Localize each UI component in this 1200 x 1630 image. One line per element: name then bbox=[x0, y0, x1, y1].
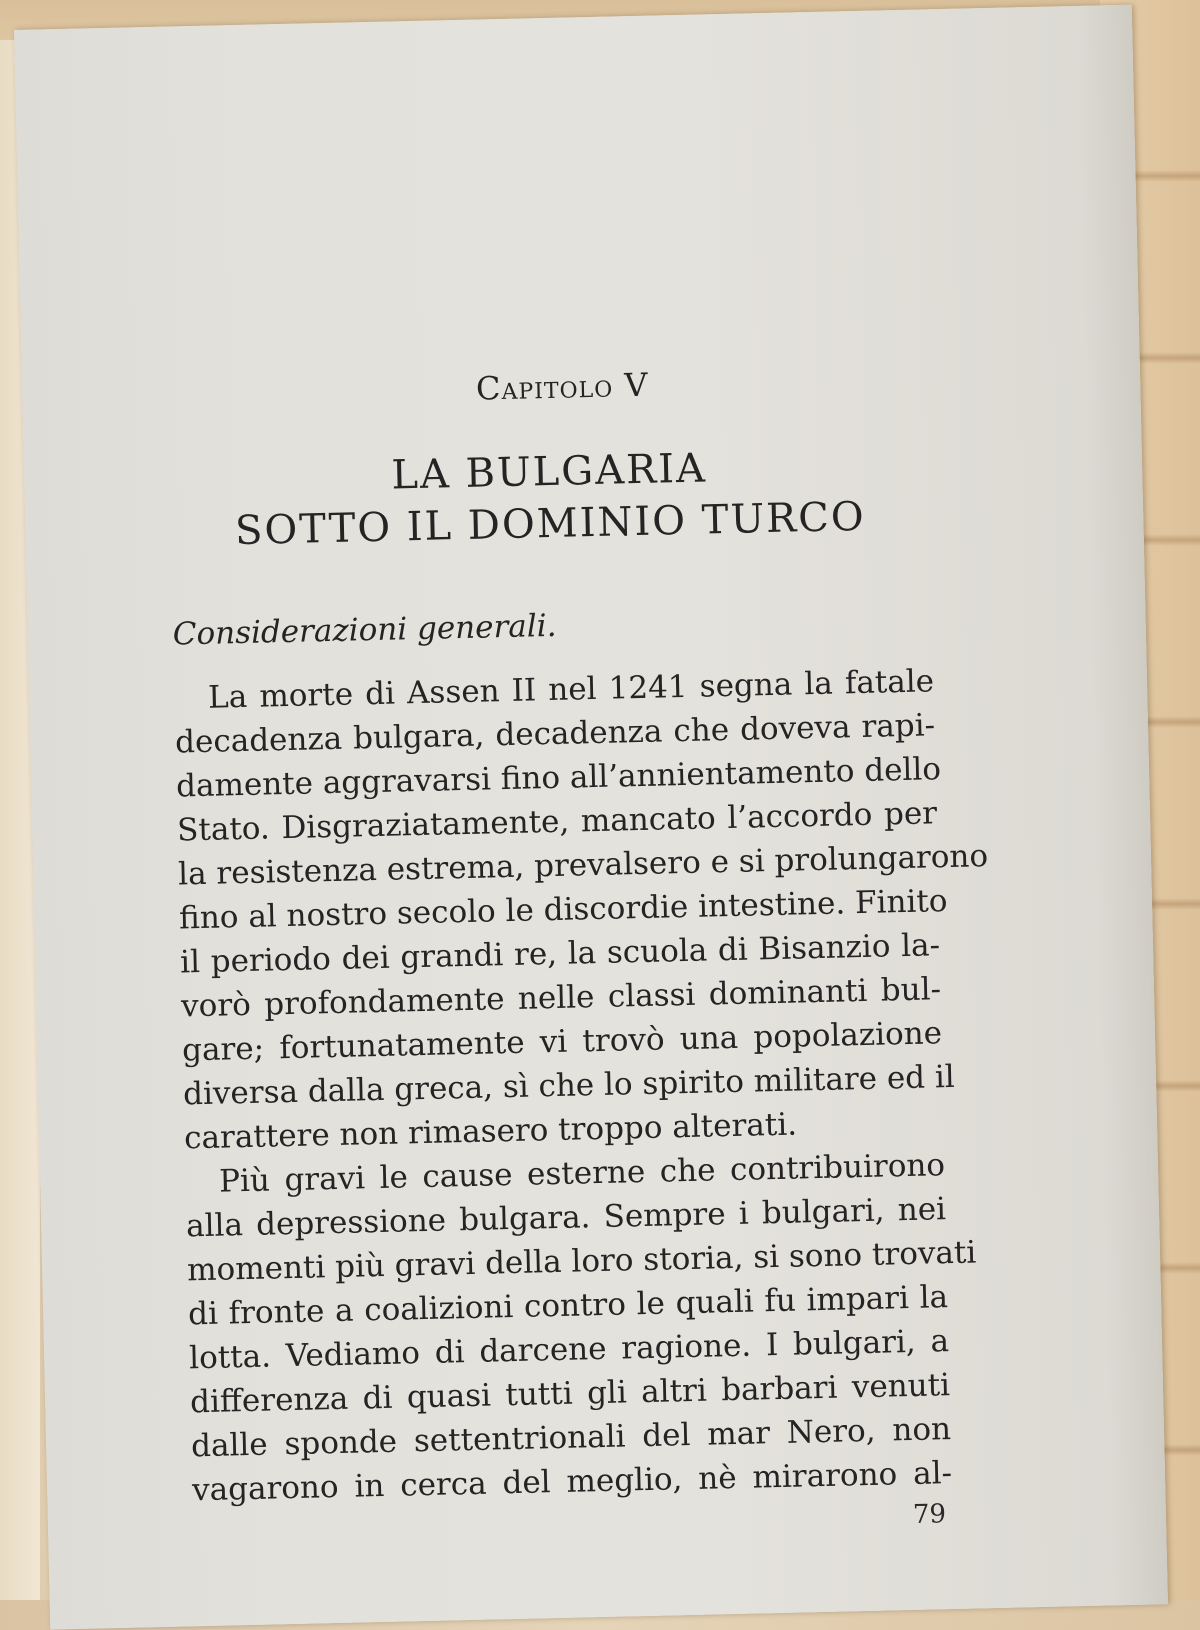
title-line: LA BULGARIA bbox=[390, 445, 708, 499]
text-line: la resistenza estrema, prevalsero e si prolungarono bbox=[177, 838, 989, 893]
text-line: di fronte a coalizioni contro le quali fu impari la bbox=[187, 1279, 949, 1333]
text-line: lotta. Vediamo di darcene ragione. I bulgari, a bbox=[188, 1323, 950, 1377]
text-line: vorò profondamente nelle classi dominanti bul- bbox=[180, 971, 942, 1025]
text-line: alla depressione bulgara. Sempre i bulgari, nei bbox=[185, 1191, 947, 1245]
text-line: decadenza bulgara, decadenza che doveva rapi- bbox=[174, 707, 936, 761]
text-line: Stato. Disgraziatamente, mancato l’accordo per bbox=[176, 795, 938, 849]
title-line: SOTTO IL DOMINIO TURCO bbox=[234, 493, 867, 555]
paragraph bbox=[174, 659, 989, 1160]
text-line: vagarono in cerca del meglio, nè mirarono al- bbox=[191, 1455, 953, 1509]
page-content bbox=[167, 359, 989, 1512]
text-line: dalle sponde settentrionali del mar Nero, non bbox=[190, 1411, 952, 1465]
text-line: damente aggravarsi fino all’annientamento dello bbox=[175, 751, 942, 805]
text-line: gare; fortunatamente vi trovò una popolazione bbox=[181, 1015, 943, 1069]
paragraph bbox=[185, 1143, 977, 1512]
text-line: carattere non rimasero troppo alterati. bbox=[183, 1106, 798, 1157]
chapter-title bbox=[169, 437, 931, 558]
text-line: fino al nostro secolo le discordie intestine. Finito bbox=[178, 883, 948, 937]
page-number: 79 bbox=[912, 1499, 947, 1530]
text-line: il periodo dei grandi re, la scuola di Bisanzio la- bbox=[179, 927, 941, 981]
section-heading: Considerazioni generali. bbox=[172, 607, 557, 653]
text-line: diversa dalla greca, sì che lo spirito militare ed il bbox=[182, 1058, 956, 1113]
text-line: Più gravi le cause esterne che contribuirono bbox=[218, 1147, 946, 1200]
text-line: differenza di quasi tutti gli altri barbari venuti bbox=[189, 1367, 951, 1421]
text-line: La morte di Assen II nel 1241 segna la fatale bbox=[207, 663, 935, 716]
chapter-label: Capitolo V bbox=[475, 365, 649, 408]
text-line: momenti più gravi della loro storia, si sono trovati bbox=[186, 1234, 977, 1289]
book-page bbox=[14, 5, 1168, 1630]
